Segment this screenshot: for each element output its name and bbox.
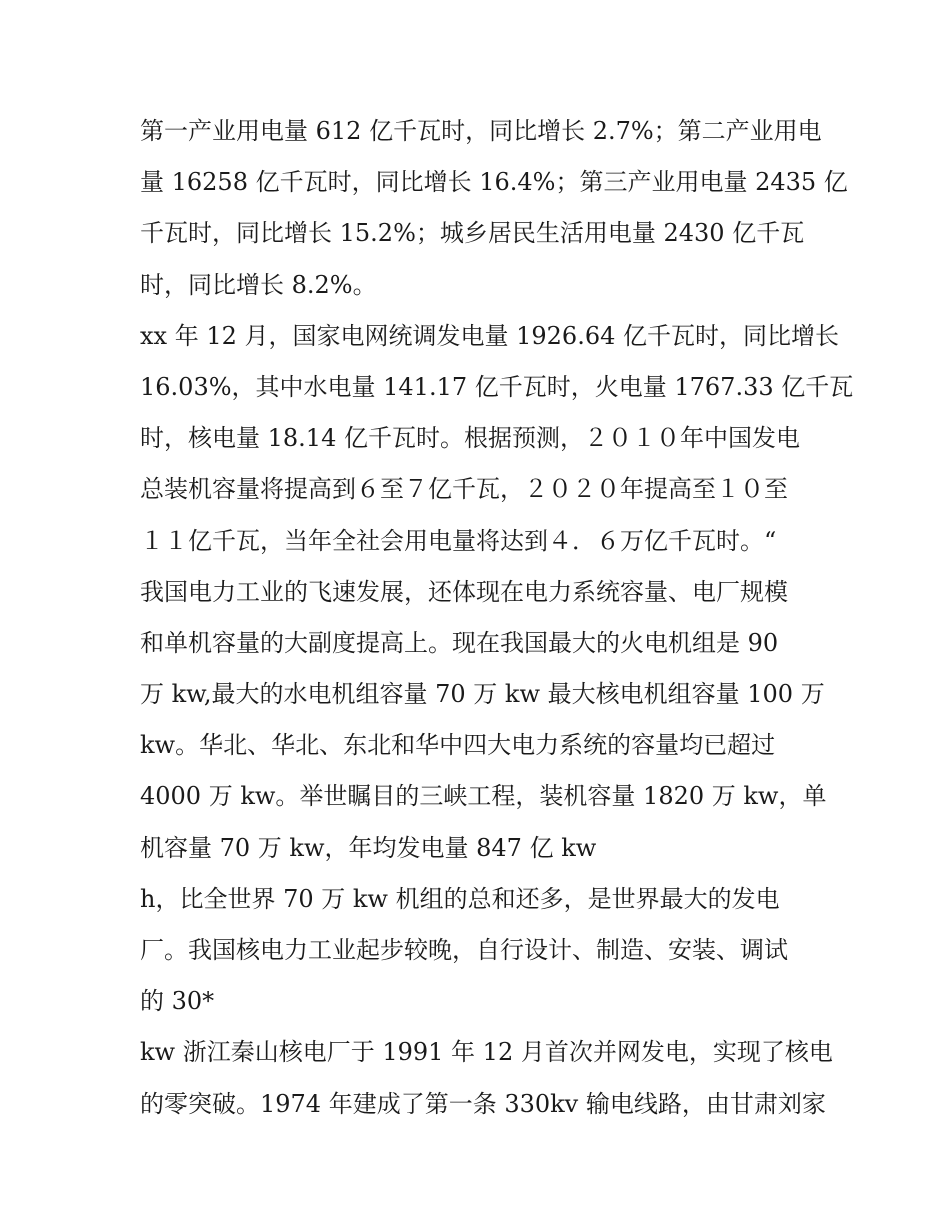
- text-line: 总装机容量将提高到６至７亿千瓦，２０２０年提高至１０至: [140, 475, 788, 504]
- text-line: 和单机容量的大副度提高上。现在我国最大的火电机组是 90: [140, 628, 779, 657]
- text-line: 万 kw,最大的水电机组容量 70 万 kw 最大核电机组容量 100 万: [140, 680, 825, 709]
- text-line: 的零突破。1974 年建成了第一条 330kv 输电线路，由甘肃刘家: [140, 1089, 826, 1118]
- text-line: 时，核电量 18.14 亿千瓦时。根据预测，２０１０年中国发电: [140, 424, 800, 453]
- text-line: kw。华北、华北、东北和华中四大电力系统的容量均已超过: [140, 731, 776, 760]
- text-line: xx 年 12 月，国家电网统调发电量 1926.64 亿千瓦时，同比增长: [140, 321, 839, 350]
- text-line: １１亿千瓦，当年全社会用电量将达到４．６万亿千瓦时。“: [140, 526, 777, 555]
- text-line: 4000 万 kw。举世瞩目的三峡工程，装机容量 1820 万 kw，单: [140, 782, 827, 811]
- text-line: 16.03%，其中水电量 141.17 亿千瓦时，火电量 1767.33 亿千瓦: [140, 372, 854, 401]
- text-line: 机容量 70 万 kw，年均发电量 847 亿 kw: [140, 833, 597, 862]
- text-line: 千瓦时，同比增长 15.2%；城乡居民生活用电量 2430 亿千瓦: [140, 219, 805, 248]
- text-line: 的 30*: [140, 987, 215, 1016]
- text-line: 厂。我国核电力工业起步较晚，自行设计、制造、安装、调试: [140, 936, 788, 964]
- text-line: 时，同比增长 8.2%。: [140, 270, 377, 299]
- document-body: [140, 106, 854, 1130]
- text-line: 我国电力工业的飞速发展，还体现在电力系统容量、电厂规模: [140, 577, 788, 606]
- text-line: kw 浙江秦山核电厂于 1991 年 12 月首次并网发电，实现了核电: [140, 1038, 833, 1067]
- text-line: 量 16258 亿千瓦时，同比增长 16.4%；第三产业用电量 2435 亿: [140, 168, 848, 197]
- text-line: 第一产业用电量 612 亿千瓦时，同比增长 2.7%；第二产业用电: [140, 117, 822, 145]
- text-line: h，比全世界 70 万 kw 机组的总和还多，是世界最大的发电: [140, 884, 780, 913]
